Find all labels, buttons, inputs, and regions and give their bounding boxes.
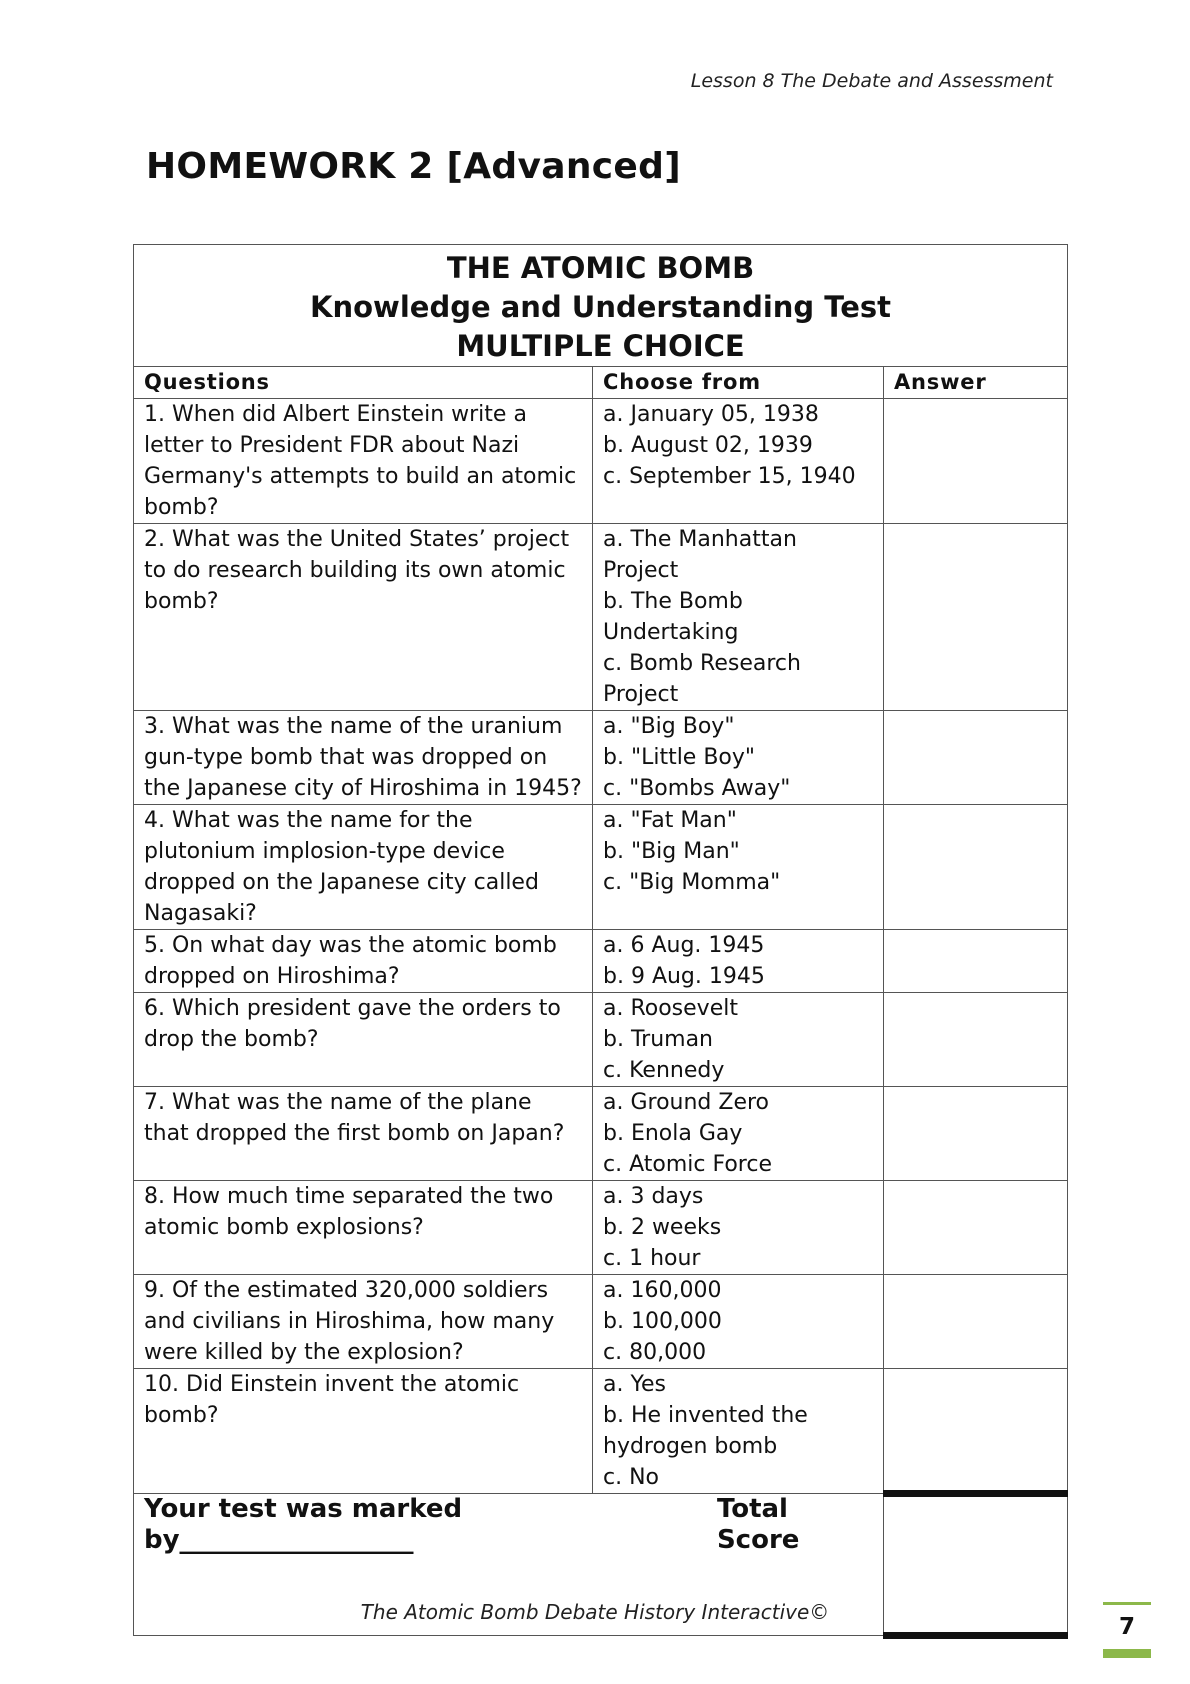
question-row xyxy=(134,1181,1068,1275)
option-text: c. No xyxy=(603,1465,659,1490)
options-cell xyxy=(593,1087,884,1181)
column-header-questions: Questions xyxy=(134,367,593,399)
options-cell xyxy=(593,1181,884,1275)
answer-cell[interactable] xyxy=(884,930,1068,993)
option-text: a. 160,000 xyxy=(603,1278,722,1303)
test-heading xyxy=(134,245,1068,367)
answer-cell[interactable] xyxy=(884,1087,1068,1181)
question-text: 3. What was the name of the uranium gun-type bomb that was dropped on the Japanese city of Hiroshima in 1945? xyxy=(134,711,593,805)
option-text: b. He invented the hydrogen bomb xyxy=(603,1403,808,1459)
test-heading-line: Knowledge and Understanding Test xyxy=(310,290,891,324)
column-header-choose-from: Choose from xyxy=(593,367,884,399)
answer-cell[interactable] xyxy=(884,993,1068,1087)
option-text: a. Yes xyxy=(603,1372,666,1397)
test-heading-line: MULTIPLE CHOICE xyxy=(456,329,745,363)
marked-by-label: Your test was marked by__________________ xyxy=(144,1494,463,1555)
option-text: c. Kennedy xyxy=(603,1058,725,1083)
question-row xyxy=(134,993,1068,1087)
answer-cell[interactable] xyxy=(884,1369,1068,1494)
question-text: 4. What was the name for the plutonium implosion-type device dropped on the Japanese city called Nagasaki? xyxy=(134,805,593,930)
answer-cell[interactable] xyxy=(884,711,1068,805)
question-row xyxy=(134,930,1068,993)
question-rows xyxy=(134,399,1068,1494)
options-cell xyxy=(593,524,884,711)
option-text: a. Ground Zero xyxy=(603,1090,770,1115)
question-row xyxy=(134,805,1068,930)
options-cell xyxy=(593,930,884,993)
question-row xyxy=(134,1087,1068,1181)
question-text: 10. Did Einstein invent the atomic bomb? xyxy=(134,1369,593,1494)
question-row xyxy=(134,1275,1068,1369)
options-cell xyxy=(593,805,884,930)
options-cell xyxy=(593,993,884,1087)
option-text: a. 3 days xyxy=(603,1184,704,1209)
options-cell xyxy=(593,1369,884,1494)
options-cell xyxy=(593,1275,884,1369)
option-text: b. "Big Man" xyxy=(603,839,740,864)
option-text: c. 1 hour xyxy=(603,1246,701,1271)
option-text: c. "Big Momma" xyxy=(603,870,781,895)
option-text: c. "Bombs Away" xyxy=(603,776,791,801)
option-text: a. January 05, 1938 xyxy=(603,402,819,427)
quiz-table xyxy=(133,244,1068,1639)
question-row xyxy=(134,524,1068,711)
option-text: c. 80,000 xyxy=(603,1340,707,1365)
question-row xyxy=(134,711,1068,805)
total-score-label: Total Score xyxy=(716,1494,800,1555)
answer-cell[interactable] xyxy=(884,524,1068,711)
answer-cell[interactable] xyxy=(884,1181,1068,1275)
page-number: 7 xyxy=(1103,1602,1151,1658)
test-heading-line: THE ATOMIC BOMB xyxy=(446,251,755,285)
option-text: c. September 15, 1940 xyxy=(603,464,856,489)
question-text: 6. Which president gave the orders to drop the bomb? xyxy=(134,993,593,1087)
option-text: c. Atomic Force xyxy=(603,1152,772,1177)
option-text: b. The Bomb Undertaking xyxy=(603,589,743,645)
page-title: HOMEWORK 2 [Advanced] xyxy=(146,146,681,187)
option-text: a. "Fat Man" xyxy=(603,808,737,833)
option-text: a. 6 Aug. 1945 xyxy=(603,933,765,958)
question-text: 8. How much time separated the two atomic bomb explosions? xyxy=(134,1181,593,1275)
answer-cell[interactable] xyxy=(884,399,1068,524)
question-row xyxy=(134,399,1068,524)
column-header-answer: Answer xyxy=(884,367,1068,399)
option-text: b. "Little Boy" xyxy=(603,745,756,770)
footer-credit: The Atomic Bomb Debate History Interactive© xyxy=(360,1600,830,1624)
question-row xyxy=(134,1369,1068,1494)
question-text: 1. When did Albert Einstein write a letter to President FDR about Nazi Germany's attempts to build an atomic bomb? xyxy=(134,399,593,524)
question-text: 9. Of the estimated 320,000 soldiers and civilians in Hiroshima, how many were killed by the explosion? xyxy=(134,1275,593,1369)
option-text: b. August 02, 1939 xyxy=(603,433,813,458)
question-text: 2. What was the United States’ project to do research building its own atomic bomb? xyxy=(134,524,593,711)
options-cell xyxy=(593,399,884,524)
answer-cell[interactable] xyxy=(884,805,1068,930)
lesson-header: Lesson 8 The Debate and Assessment xyxy=(690,70,1053,92)
option-text: a. "Big Boy" xyxy=(603,714,735,739)
question-text: 5. On what day was the atomic bomb dropped on Hiroshima? xyxy=(134,930,593,993)
option-text: a. The Manhattan Project xyxy=(603,527,797,583)
option-text: c. Bomb Research Project xyxy=(603,651,801,707)
option-text: b. 2 weeks xyxy=(603,1215,722,1240)
option-text: b. Enola Gay xyxy=(603,1121,743,1146)
answer-cell[interactable] xyxy=(884,1275,1068,1369)
question-text: 7. What was the name of the plane that dropped the first bomb on Japan? xyxy=(134,1087,593,1181)
option-text: b. Truman xyxy=(603,1027,713,1052)
option-text: b. 9 Aug. 1945 xyxy=(603,964,765,989)
options-cell xyxy=(593,711,884,805)
option-text: a. Roosevelt xyxy=(603,996,738,1021)
option-text: b. 100,000 xyxy=(603,1309,722,1334)
